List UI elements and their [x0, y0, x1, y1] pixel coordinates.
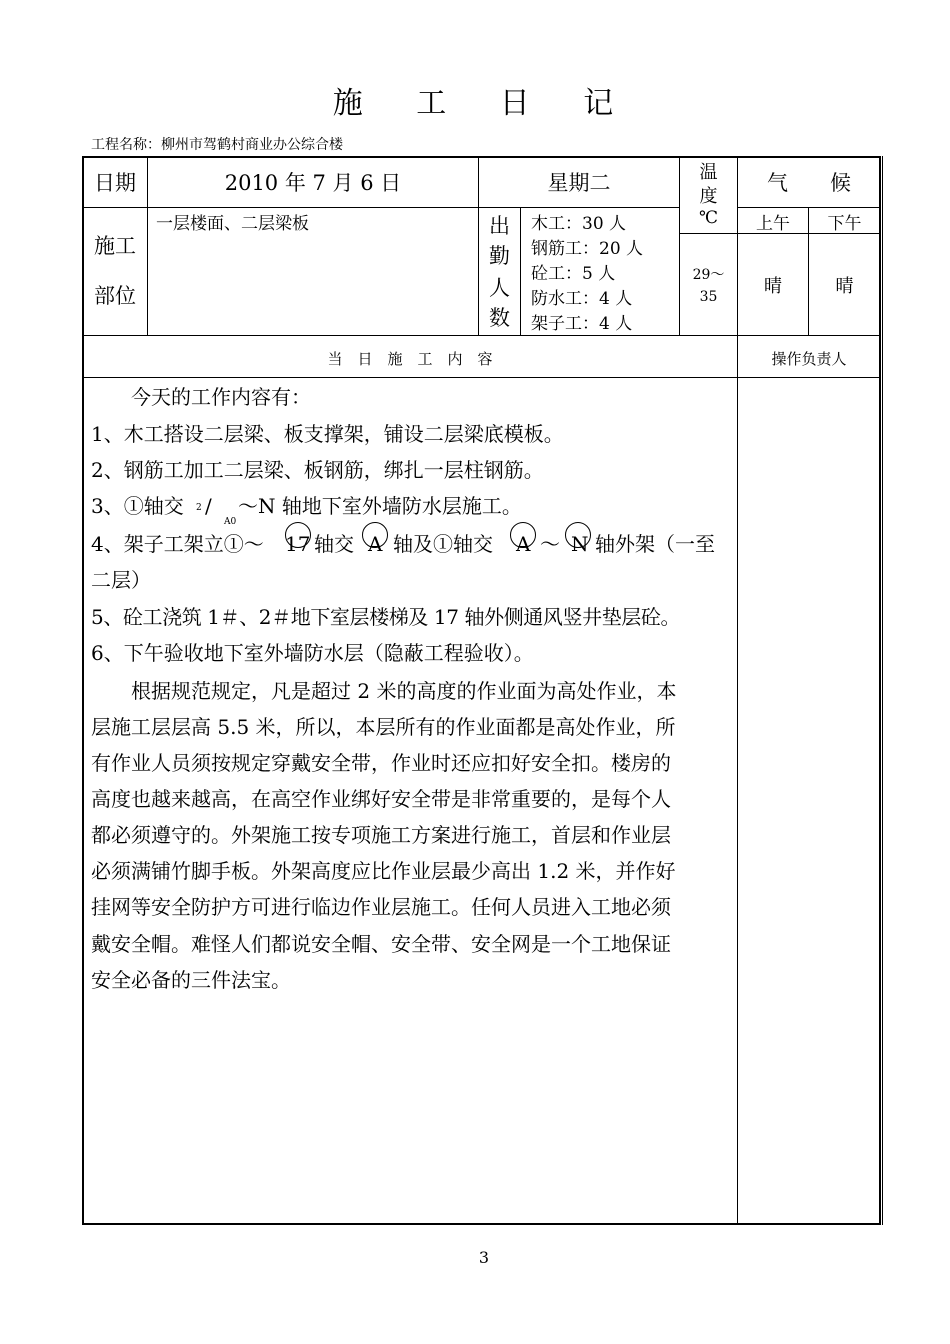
- afternoon-label: 下午: [827, 214, 862, 234]
- table-border-right: [879, 156, 881, 1225]
- attendance-label-char: 出: [489, 214, 510, 238]
- content-item-4-tilde: ～: [540, 532, 560, 556]
- table-border-right-outer: [882, 156, 883, 1225]
- content-item-3-end: ～N 轴地下室外墙防水层施工。: [238, 494, 522, 518]
- content-item-4-text-2: 轴及①轴交: [393, 532, 493, 556]
- content-item-4-continued: 二层）: [91, 568, 151, 592]
- row-divider-section: [82, 377, 880, 378]
- content-paragraph-line: 安全必备的三件法宝。: [91, 968, 291, 992]
- content-item-3-start: 3、①轴交: [91, 494, 184, 518]
- location-value: 一层楼面、二层梁板: [156, 214, 309, 234]
- attendance-label-char: 人: [489, 276, 510, 300]
- page-number: 3: [478, 1248, 490, 1267]
- date-label: 日期: [94, 171, 136, 195]
- content-item-5: 5、砼工浇筑 1＃、2＃地下室层楼梯及 17 轴外侧通风竖井垫层砼。: [91, 605, 681, 629]
- content-item-4-axis-a-2: A: [516, 532, 531, 556]
- location-label-line1: 施工: [94, 234, 136, 258]
- content-paragraph-line: 戴安全帽。难怪人们都说安全帽、安全带、安全网是一个工地保证: [91, 932, 671, 956]
- document-title: 施 工 日 记: [332, 86, 636, 121]
- temperature-value-1: 29～: [692, 267, 725, 283]
- temperature-value-2: 35: [699, 289, 718, 305]
- content-item-4-start: 4、架子工架立①～: [91, 532, 264, 556]
- attendance-label-char: 数: [489, 306, 510, 330]
- worker-count: 木工：30 人: [531, 214, 627, 234]
- attendance-label-char: 勤: [489, 244, 510, 268]
- weather-afternoon: 晴: [835, 276, 854, 297]
- col-divider-attendance-right: [520, 207, 521, 336]
- content-paragraph-line: 根据规范规定，凡是超过 2 米的高度的作业面为高处作业，本: [91, 679, 677, 703]
- content-item-4-text-3: 轴外架（一至: [595, 532, 715, 556]
- row-divider-header-end: [82, 335, 880, 336]
- content-item-1: 1、木工搭设二层梁、板支撑架，铺设二层梁底模板。: [91, 422, 564, 446]
- content-intro: 今天的工作内容有：: [131, 385, 311, 409]
- table-border-left: [82, 156, 84, 1225]
- content-paragraph-line: 高度也越来越高，在高空作业绑好安全带是非常重要的，是每个人: [91, 787, 671, 811]
- content-item-4-axis-a: A: [368, 532, 383, 556]
- project-name: 工程名称：柳州市驾鹤村商业办公综合楼: [91, 137, 343, 153]
- row-divider-date: [82, 207, 679, 208]
- content-item-3-subscript: 2: [196, 503, 202, 513]
- content-item-3-slash: /: [205, 494, 212, 518]
- content-item-3-subscript-2: A0: [224, 517, 237, 527]
- content-section-title: 当 日 施 工 内 容: [327, 350, 493, 368]
- content-paragraph-line: 必须满铺竹脚手板。外架高度应比作业层最少高出 1.2 米，并作好: [91, 859, 676, 883]
- date-value: 2010 年 7 月 6 日: [224, 171, 402, 195]
- temperature-label-2: 度: [699, 186, 718, 207]
- weather-label: 气 候: [767, 171, 851, 195]
- col-divider-operator: [737, 335, 738, 1224]
- table-border-top: [82, 156, 881, 158]
- content-paragraph-line: 层施工层层高 5.5 米，所以，本层所有的作业面都是高处作业，所: [91, 715, 676, 739]
- weather-morning: 晴: [764, 276, 782, 297]
- content-item-4-text-1: 轴交: [314, 532, 354, 556]
- worker-count: 架子工：4 人: [531, 314, 633, 334]
- temperature-label-1: 温: [699, 162, 718, 183]
- weekday: 星期二: [547, 171, 611, 195]
- worker-count: 砼工：5 人: [531, 264, 616, 284]
- table-border-bottom: [82, 1223, 881, 1225]
- content-item-4-axis-17: 17: [285, 532, 311, 556]
- worker-count: 防水工：4 人: [531, 289, 633, 309]
- location-label-line2: 部位: [94, 284, 136, 308]
- content-item-2: 2、钢筋工加工二层梁、板钢筋，绑扎一层柱钢筋。: [91, 458, 544, 482]
- operator-section-title: 操作负责人: [771, 350, 847, 368]
- worker-count: 钢筋工：20 人: [531, 239, 644, 259]
- content-paragraph-line: 有作业人员须按规定穿戴安全带，作业时还应扣好安全扣。楼房的: [91, 751, 671, 775]
- morning-label: 上午: [756, 214, 790, 234]
- content-item-4-axis-n: N: [571, 532, 589, 556]
- content-paragraph-line: 都必须遵守的。外架施工按专项施工方案进行施工，首层和作业层: [91, 823, 671, 847]
- temperature-unit: ℃: [698, 208, 719, 228]
- content-item-6: 6、下午验收地下室外墙防水层（隐蔽工程验收）。: [91, 641, 534, 665]
- content-paragraph-line: 挂网等安全防护方可进行临边作业层施工。任何人员进入工地必须: [91, 895, 671, 919]
